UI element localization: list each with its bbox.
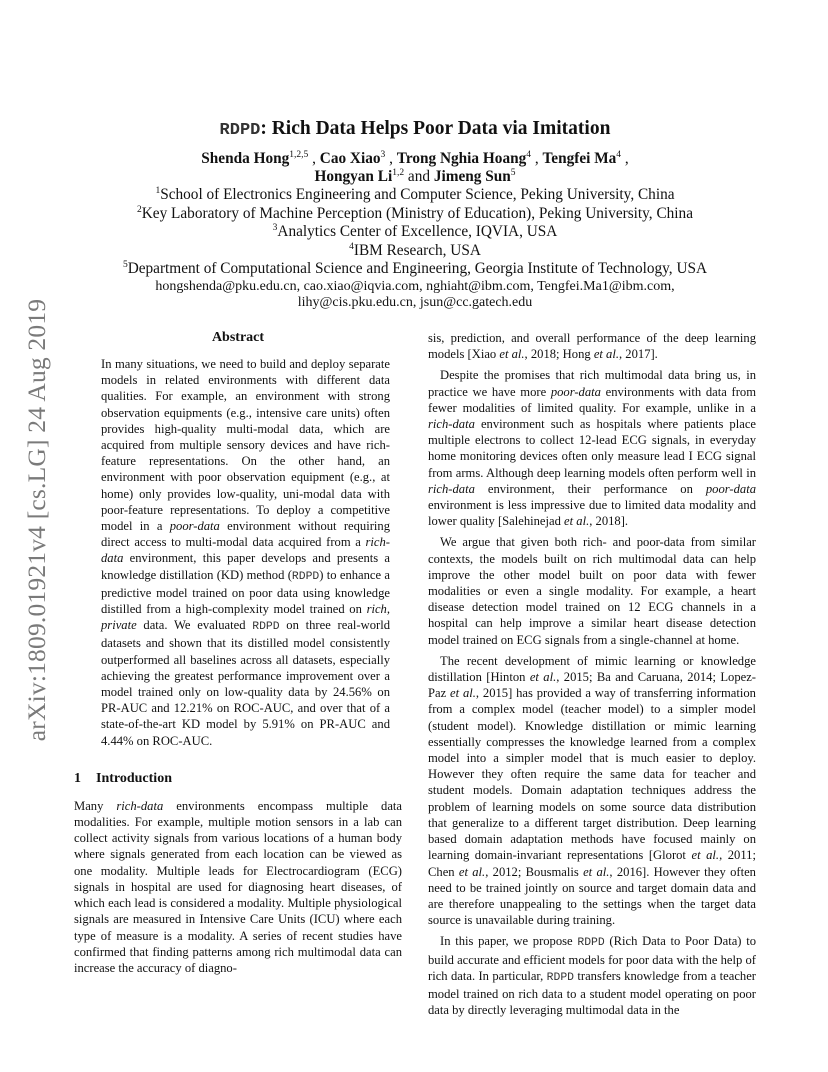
author-name: Hongyan Li: [314, 168, 393, 185]
author-separator: ,: [385, 150, 397, 167]
body-paragraph-continued: [428, 330, 756, 362]
body-span: , 2011; Chen: [428, 848, 756, 879]
section-number: 1: [74, 770, 81, 786]
body-span: Many: [74, 798, 117, 813]
title-text: : Rich Data Helps Poor Data via Imitation: [260, 118, 611, 139]
affiliation-sup: 3: [272, 223, 278, 234]
method-name-code: RDPD: [577, 937, 605, 950]
section-title: Introduction: [96, 770, 172, 786]
affiliation-text: School of Electronics Engineering and Computer Science, Peking University, China: [160, 186, 675, 203]
author-affil-sup: 1,2: [392, 167, 405, 178]
abstract-emphasis: rich, private: [101, 602, 390, 633]
body-emphasis: et al.: [458, 864, 486, 879]
author-affil-sup: 5: [510, 167, 516, 178]
right-column: [428, 330, 756, 1018]
email-list: [60, 279, 770, 311]
author-separator: ,: [621, 150, 629, 167]
affiliation-list: [60, 186, 770, 279]
body-paragraph: [428, 367, 756, 529]
body-emphasis: rich-data: [116, 798, 164, 813]
body-span: environment such as hospitals where patients place multiple electrons to collect 12-lead ECG signals, in everyday home monitoring devices often only measure lead I ECG signal from arms. Although deep learning models often perform well in: [428, 417, 756, 480]
abstract-span: data. We evaluated: [136, 618, 253, 633]
title-code: RDPD: [219, 121, 261, 140]
affiliation-line: [60, 223, 770, 242]
arxiv-identifier-stamp: [14, 283, 60, 757]
affiliation-text: Department of Computational Science and Engineering, Georgia Institute of Technology, USA: [127, 260, 708, 278]
method-name-code: RDPD: [291, 570, 320, 583]
method-name-code: RDPD: [546, 971, 574, 984]
body-emphasis: et al.: [529, 670, 557, 685]
affiliation-line: [60, 186, 770, 205]
arxiv-stamp-text: arXiv:1809.01921v4 [cs.LG] 24 Aug 2019: [22, 298, 52, 742]
author-affil-sup: 4: [526, 149, 532, 160]
abstract-text: [74, 356, 402, 749]
body-span: , 2012; Bousmalis: [485, 864, 584, 879]
body-span: environment, their performance on: [474, 481, 706, 496]
body-span: , 2015] has provided a way of transferring information from a complex model (teacher model) to a simpler model (student model). Knowledge distillation or mimic learning essentially compresses the knowledge learned from a complex model into a simpler model that is much easier to deploy. However they often require the same data for teacher and student models. Domain adaptation techniques address the problem of learning models on some source data distribution that generalize to a different target distribution. Deep learning based domain adaptation methods have focused mainly on learning domain-invariant representations [Glorot: [428, 686, 756, 863]
abstract-span: on three real-world datasets and shown that its distilled model consistently outperformed all baselines across all datasets, especially achieving the greatest performance improvement over a model trained only on low-quality data by 24.56% on PR-AUC and 12.21% on ROC-AUC, and over that of a state-of-the-art KD model by 5.91% on PR-AUC and 4.44% on ROC-AUC.: [101, 618, 390, 748]
paper-header: [60, 116, 770, 311]
abstract-heading: Abstract: [211, 330, 265, 345]
method-name-code: RDPD: [252, 621, 280, 634]
body-emphasis: rich-data: [428, 417, 475, 432]
left-column: [74, 330, 402, 976]
affiliation-sup: 5: [122, 260, 128, 271]
body-span: environment is less impressive due to limited data modality and lower quality [Salehinejad: [428, 498, 756, 529]
author-affil-sup: 3: [380, 149, 386, 160]
affiliation-line: [60, 242, 770, 261]
body-paragraph: [428, 653, 756, 928]
body-span: Despite the promises that rich multimodal data bring us, in practice we have more: [428, 368, 756, 399]
body-span: , 2017].: [619, 347, 658, 362]
email-line-1: hongshenda@pku.edu.cn, cao.xiao@iqvia.com, nghiaht@ibm.com, Tengfei.Ma1@ibm.com,: [155, 278, 675, 294]
body-span: , 2018].: [589, 514, 629, 529]
author-name: Cao Xiao: [319, 150, 381, 167]
affiliation-text: IBM Research, USA: [353, 241, 481, 259]
intro-paragraph: [74, 798, 402, 976]
body-span: (Rich Data to Poor Data) to build accurate and efficient models for poor data with the help of rich data. In particular,: [428, 934, 756, 983]
body-span: environments with data from fewer modalities of limited quality. For example, unlike in a: [428, 384, 756, 415]
affiliation-sup: 1: [155, 185, 161, 196]
body-span: , 2018; Hong: [524, 347, 594, 362]
abstract-emphasis: poor-data: [169, 519, 220, 534]
author-name: Shenda Hong: [201, 150, 290, 167]
affiliation-sup: 4: [349, 241, 354, 252]
body-paragraph: [428, 933, 756, 1018]
abstract-span: environment without requiring direct access to multi-modal data acquired from a: [101, 519, 390, 550]
author-name: Tengfei Ma: [542, 150, 617, 167]
affiliation-line: [60, 260, 770, 279]
body-span: In this paper, we propose: [440, 934, 578, 949]
email-line-2: lihy@cis.pku.edu.cn, jsun@cc.gatech.edu: [297, 294, 533, 310]
body-span: , 2016]. However they often need to be trained jointly on source and target domain data and are therefore unappealing to the settings when the target data source is unavailable during training.: [428, 864, 756, 928]
body-emphasis: poor-data: [550, 384, 601, 399]
affiliation-text: Key Laboratory of Machine Perception (Ministry of Education), Peking University, China: [141, 204, 693, 222]
body-paragraph: We argue that given both rich- and poor-data from similar contexts, the models built on rich multimodal data can help improve the other model built on poor data with fewer modalities or even a single modality. For example, a heart disease detection model trained on 12 ECG channels in a hospital can help improve a similar heart disease detection model trained on ECG signals from a single-channel at home.: [428, 535, 756, 647]
paper-title: [60, 116, 770, 144]
author-separator: ,: [531, 150, 543, 167]
abstract-span: In many situations, we need to build and deploy separate models in related environments with different data qualities. For example, an environment with strong observation equipments (e.g., intensive care units) often provides high-quality multi-modal data, which are acquired from multiple sensory devices and have rich-feature representations. On the other hand, an environment with poor observation equipment (e.g., at home) only provides low-quality, uni-modal data with poor-feature representations. To deploy a competitive model in a: [101, 357, 390, 534]
body-span: transfers knowledge from a teacher model trained on rich data to a student model operating on poor data by directly leveraging multimodal data in the: [428, 968, 756, 1018]
body-span: sis, prediction, and overall performance of the deep learning models [Xiao: [428, 331, 756, 362]
abstract-emphasis: rich-data: [101, 535, 390, 566]
author-name: Trong Nghia Hoang: [396, 150, 527, 167]
abstract-span: ) to enhance a predictive model trained on poor data using knowledge distilled from a high-complexity model trained on: [101, 567, 390, 617]
author-name: Jimeng Sun: [433, 168, 511, 185]
body-span: The recent development of mimic learning or knowledge distillation [Hinton: [428, 653, 756, 685]
section-heading-introduction: [74, 771, 402, 789]
body-span: environments encompass multiple data modalities. For example, multiple motion sensors in a lab can collect activity signals from various locations of a human body where signals generated from each location can be viewed as one modality. Multiple leads for Electrocardiogram (ECG) signals in hospital are used for diagnosing heart diseases, of which each lead is considered a modality. Multiple physiological signals are measured in Intensive Care Units (ICU) where each type of measure is a modality. A series of recent studies have confirmed that finding patterns among rich multimodal data can increase the accuracy of diagno-: [74, 798, 403, 975]
author-separator: ,: [308, 150, 320, 167]
author-separator: and: [404, 168, 434, 185]
abstract-span: environment, this paper develops and presents a knowledge distillation (KD) method (: [101, 551, 390, 582]
body-emphasis: et al.: [450, 686, 476, 701]
body-emphasis: poor-data: [705, 481, 756, 496]
body-emphasis: et al.: [583, 864, 610, 879]
author-line-2: [60, 168, 770, 186]
affiliation-line: [60, 205, 770, 224]
body-emphasis: et al.: [691, 848, 720, 863]
author-affil-sup: 1,2,5: [289, 149, 309, 160]
body-emphasis: et al.: [564, 514, 590, 529]
author-line-1: [60, 150, 770, 168]
affiliation-text: Analytics Center of Excellence, IQVIA, USA: [277, 223, 558, 241]
author-affil-sup: 4: [616, 149, 622, 160]
body-emphasis: et al.: [499, 347, 525, 362]
affiliation-sup: 2: [136, 204, 142, 215]
body-emphasis: et al.: [593, 347, 619, 362]
body-span: , 2015; Ba and Caruana, 2014; Lopez-Paz: [428, 670, 756, 701]
body-emphasis: rich-data: [428, 481, 475, 496]
author-list: [60, 150, 770, 186]
